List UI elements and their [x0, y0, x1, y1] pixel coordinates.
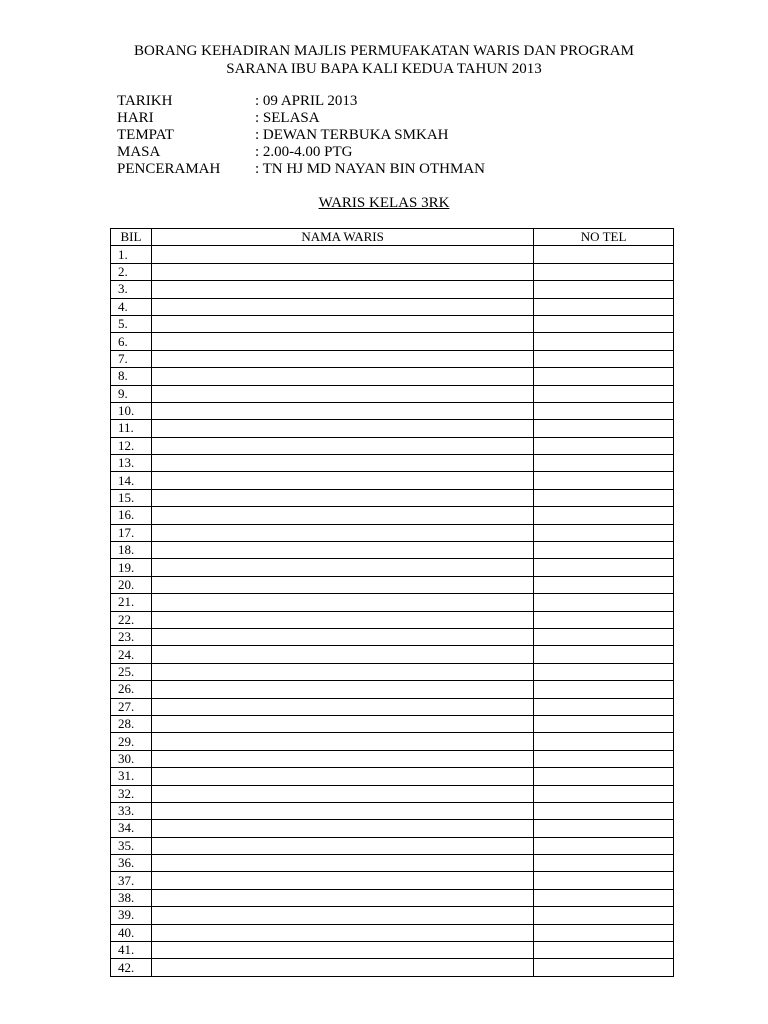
header-nama-waris: NAMA WARIS: [151, 229, 533, 246]
nama-waris-cell[interactable]: [151, 402, 533, 419]
bil-cell: 25.: [111, 663, 152, 680]
nama-waris-cell[interactable]: [151, 628, 533, 645]
nama-waris-cell[interactable]: [151, 263, 533, 280]
nama-waris-cell[interactable]: [151, 924, 533, 941]
bil-cell: 19.: [111, 559, 152, 576]
bil-cell: 9.: [111, 385, 152, 402]
bil-cell: 10.: [111, 402, 152, 419]
table-row: [111, 333, 674, 350]
class-subtitle: [0, 195, 768, 212]
bil-cell: 30.: [111, 750, 152, 767]
table-row: [111, 855, 674, 872]
info-label: TEMPAT: [117, 127, 174, 143]
no-tel-cell[interactable]: [534, 785, 674, 802]
nama-waris-cell[interactable]: [151, 802, 533, 819]
no-tel-cell[interactable]: [534, 715, 674, 732]
bil-cell: 11.: [111, 420, 152, 437]
bil-cell: 3.: [111, 281, 152, 298]
bil-cell: 32.: [111, 785, 152, 802]
bil-cell: 1.: [111, 246, 152, 263]
bil-cell: 40.: [111, 924, 152, 941]
no-tel-cell[interactable]: [534, 402, 674, 419]
no-tel-cell[interactable]: [534, 437, 674, 454]
nama-waris-cell[interactable]: [151, 889, 533, 906]
table-row: [111, 872, 674, 889]
bil-cell: 4.: [111, 298, 152, 315]
table-row: [111, 837, 674, 854]
table-row: [111, 455, 674, 472]
nama-waris-cell[interactable]: [151, 820, 533, 837]
info-row: [117, 127, 485, 144]
form-title: [0, 42, 768, 78]
no-tel-cell[interactable]: [534, 281, 674, 298]
no-tel-cell[interactable]: [534, 246, 674, 263]
info-value: : 2.00-4.00 PTG: [255, 144, 353, 160]
nama-waris-cell[interactable]: [151, 959, 533, 976]
table-row: [111, 698, 674, 715]
nama-waris-cell[interactable]: [151, 942, 533, 959]
nama-waris-cell[interactable]: [151, 455, 533, 472]
table-row: [111, 263, 674, 280]
table-row: [111, 733, 674, 750]
table-row: [111, 594, 674, 611]
no-tel-cell[interactable]: [534, 350, 674, 367]
no-tel-cell[interactable]: [534, 907, 674, 924]
nama-waris-cell[interactable]: [151, 768, 533, 785]
nama-waris-cell[interactable]: [151, 385, 533, 402]
header-bil: BIL: [111, 229, 152, 246]
no-tel-cell[interactable]: [534, 768, 674, 785]
info-value: : DEWAN TERBUKA SMKAH: [255, 127, 449, 143]
bil-cell: 34.: [111, 820, 152, 837]
nama-waris-cell[interactable]: [151, 333, 533, 350]
table-row: [111, 628, 674, 645]
table-row: [111, 559, 674, 576]
bil-cell: 6.: [111, 333, 152, 350]
nama-waris-cell[interactable]: [151, 298, 533, 315]
nama-waris-cell[interactable]: [151, 715, 533, 732]
bil-cell: 5.: [111, 315, 152, 332]
nama-waris-cell[interactable]: [151, 315, 533, 332]
bil-cell: 39.: [111, 907, 152, 924]
table-row: [111, 785, 674, 802]
bil-cell: 2.: [111, 263, 152, 280]
bil-cell: 27.: [111, 698, 152, 715]
no-tel-cell[interactable]: [534, 507, 674, 524]
table-row: [111, 820, 674, 837]
bil-cell: 37.: [111, 872, 152, 889]
no-tel-cell[interactable]: [534, 802, 674, 819]
attendance-table: [110, 228, 674, 977]
nama-waris-cell[interactable]: [151, 785, 533, 802]
table-row: [111, 368, 674, 385]
info-label: MASA: [117, 144, 161, 160]
bil-cell: 13.: [111, 455, 152, 472]
bil-cell: 15.: [111, 489, 152, 506]
table-row: [111, 489, 674, 506]
table-row: [111, 507, 674, 524]
table-row: [111, 611, 674, 628]
no-tel-cell[interactable]: [534, 733, 674, 750]
table-row: [111, 768, 674, 785]
info-row: [117, 93, 485, 110]
table-row: [111, 907, 674, 924]
no-tel-cell[interactable]: [534, 594, 674, 611]
table-row: [111, 281, 674, 298]
bil-cell: 33.: [111, 802, 152, 819]
table-row: [111, 542, 674, 559]
no-tel-cell[interactable]: [534, 368, 674, 385]
nama-waris-cell[interactable]: [151, 542, 533, 559]
bil-cell: 18.: [111, 542, 152, 559]
table-row: [111, 385, 674, 402]
nama-waris-cell[interactable]: [151, 420, 533, 437]
bil-cell: 17.: [111, 524, 152, 541]
no-tel-cell[interactable]: [534, 872, 674, 889]
bil-cell: 22.: [111, 611, 152, 628]
table-row: [111, 472, 674, 489]
no-tel-cell[interactable]: [534, 385, 674, 402]
nama-waris-cell[interactable]: [151, 907, 533, 924]
bil-cell: 8.: [111, 368, 152, 385]
no-tel-cell[interactable]: [534, 646, 674, 663]
no-tel-cell[interactable]: [534, 472, 674, 489]
class-subtitle-text: WARIS KELAS 3RK: [318, 195, 450, 211]
table-row: [111, 246, 674, 263]
no-tel-cell[interactable]: [534, 263, 674, 280]
table-row: [111, 942, 674, 959]
bil-cell: 12.: [111, 437, 152, 454]
no-tel-cell[interactable]: [534, 333, 674, 350]
nama-waris-cell[interactable]: [151, 698, 533, 715]
no-tel-cell[interactable]: [534, 559, 674, 576]
bil-cell: 23.: [111, 628, 152, 645]
nama-waris-cell[interactable]: [151, 855, 533, 872]
table-row: [111, 576, 674, 593]
table-row: [111, 681, 674, 698]
info-label: PENCERAMAH: [117, 161, 221, 177]
bil-cell: 31.: [111, 768, 152, 785]
table-row: [111, 959, 674, 976]
no-tel-cell[interactable]: [534, 576, 674, 593]
info-value: : 09 APRIL 2013: [255, 93, 358, 109]
nama-waris-cell[interactable]: [151, 281, 533, 298]
info-label: HARI: [117, 110, 154, 126]
no-tel-cell[interactable]: [534, 924, 674, 941]
bil-cell: 7.: [111, 350, 152, 367]
no-tel-cell[interactable]: [534, 611, 674, 628]
no-tel-cell[interactable]: [534, 542, 674, 559]
no-tel-cell[interactable]: [534, 820, 674, 837]
table-row: [111, 402, 674, 419]
no-tel-cell[interactable]: [534, 420, 674, 437]
nama-waris-cell[interactable]: [151, 663, 533, 680]
bil-cell: 16.: [111, 507, 152, 524]
header-no-tel: NO TEL: [534, 229, 674, 246]
no-tel-cell[interactable]: [534, 837, 674, 854]
no-tel-cell[interactable]: [534, 663, 674, 680]
table-body: [111, 246, 674, 976]
bil-cell: 29.: [111, 733, 152, 750]
nama-waris-cell[interactable]: [151, 681, 533, 698]
table-row: [111, 802, 674, 819]
bil-cell: 14.: [111, 472, 152, 489]
nama-waris-cell[interactable]: [151, 437, 533, 454]
table-row: [111, 750, 674, 767]
bil-cell: 42.: [111, 959, 152, 976]
nama-waris-cell[interactable]: [151, 246, 533, 263]
form-title-line-2: SARANA IBU BAPA KALI KEDUA TAHUN 2013: [226, 61, 542, 77]
bil-cell: 20.: [111, 576, 152, 593]
event-info: [117, 93, 485, 178]
table-row: [111, 663, 674, 680]
table-row: [111, 420, 674, 437]
nama-waris-cell[interactable]: [151, 733, 533, 750]
no-tel-cell[interactable]: [534, 942, 674, 959]
bil-cell: 35.: [111, 837, 152, 854]
no-tel-cell[interactable]: [534, 750, 674, 767]
form-title-line-1: BORANG KEHADIRAN MAJLIS PERMUFAKATAN WARIS DAN PROGRAM: [134, 43, 634, 59]
nama-waris-cell[interactable]: [151, 872, 533, 889]
nama-waris-cell[interactable]: [151, 750, 533, 767]
table-row: [111, 298, 674, 315]
bil-cell: 41.: [111, 942, 152, 959]
bil-cell: 24.: [111, 646, 152, 663]
bil-cell: 38.: [111, 889, 152, 906]
table-header-row: [111, 229, 674, 246]
nama-waris-cell[interactable]: [151, 576, 533, 593]
nama-waris-cell[interactable]: [151, 489, 533, 506]
table-row: [111, 437, 674, 454]
bil-cell: 21.: [111, 594, 152, 611]
info-value: : SELASA: [255, 110, 320, 126]
info-row: [117, 144, 485, 161]
nama-waris-cell[interactable]: [151, 559, 533, 576]
no-tel-cell[interactable]: [534, 855, 674, 872]
table-row: [111, 315, 674, 332]
info-value: : TN HJ MD NAYAN BIN OTHMAN: [255, 161, 486, 177]
no-tel-cell[interactable]: [534, 698, 674, 715]
table-row: [111, 350, 674, 367]
info-label: TARIKH: [117, 93, 173, 109]
table-row: [111, 646, 674, 663]
nama-waris-cell[interactable]: [151, 594, 533, 611]
no-tel-cell[interactable]: [534, 889, 674, 906]
no-tel-cell[interactable]: [534, 681, 674, 698]
nama-waris-cell[interactable]: [151, 368, 533, 385]
bil-cell: 36.: [111, 855, 152, 872]
no-tel-cell[interactable]: [534, 298, 674, 315]
nama-waris-cell[interactable]: [151, 524, 533, 541]
info-row: [117, 161, 485, 178]
nama-waris-cell[interactable]: [151, 646, 533, 663]
bil-cell: 26.: [111, 681, 152, 698]
no-tel-cell[interactable]: [534, 524, 674, 541]
bil-cell: 28.: [111, 715, 152, 732]
no-tel-cell[interactable]: [534, 455, 674, 472]
no-tel-cell[interactable]: [534, 959, 674, 976]
nama-waris-cell[interactable]: [151, 611, 533, 628]
table-row: [111, 889, 674, 906]
table-row: [111, 924, 674, 941]
no-tel-cell[interactable]: [534, 315, 674, 332]
info-row: [117, 110, 485, 127]
no-tel-cell[interactable]: [534, 489, 674, 506]
nama-waris-cell[interactable]: [151, 837, 533, 854]
nama-waris-cell[interactable]: [151, 472, 533, 489]
nama-waris-cell[interactable]: [151, 350, 533, 367]
table-row: [111, 715, 674, 732]
table-row: [111, 524, 674, 541]
nama-waris-cell[interactable]: [151, 507, 533, 524]
no-tel-cell[interactable]: [534, 628, 674, 645]
